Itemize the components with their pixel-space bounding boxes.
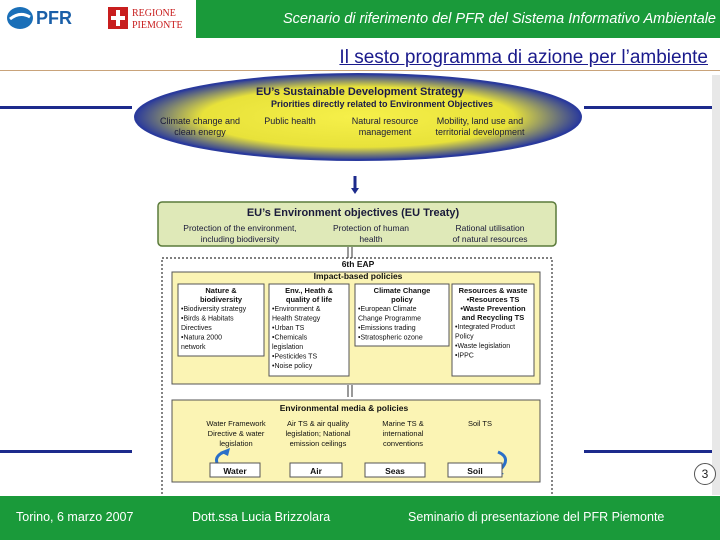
media-item-text: Air TS & air quality	[287, 419, 349, 428]
cycle-label: Air	[310, 466, 322, 476]
strategy-item-text: Mobility, land use and	[436, 116, 524, 126]
eap-column-title: Env., Heath &	[285, 286, 333, 295]
media-item-text: Directive & water	[207, 429, 265, 438]
eap-column-title: •Waste Prevention	[460, 304, 526, 313]
cycle-label: Soil	[467, 466, 483, 476]
strategy-item-text: management	[358, 127, 412, 137]
pfr-logo-text: PFR	[36, 8, 72, 28]
objectives-eap-connector	[348, 247, 352, 258]
eap-column-title: Resources & waste	[458, 286, 528, 295]
media-item-text: legislation; National	[285, 429, 351, 438]
footer-date: Torino, 6 marzo 2007	[16, 510, 134, 524]
eap-column-line: •Pesticides TS	[272, 353, 318, 361]
eap-column-line: •Environment &	[272, 306, 321, 313]
eap-column-title: biodiversity	[199, 295, 243, 304]
footer	[0, 496, 720, 540]
media-item-text: legislation	[219, 439, 253, 448]
impact-media-connector	[348, 385, 352, 397]
eap-column-title: •Resources TS	[466, 295, 520, 304]
strategy-item-text: Public health	[264, 116, 316, 126]
strategy-title: EU’s Sustainable Development Strategy	[255, 86, 465, 98]
eap-column-line: legislation	[272, 344, 304, 351]
eap-column-line: •Birds & Habitats	[181, 315, 234, 323]
eap-column-line: •European Climate	[358, 306, 417, 313]
eap-column-line: •Urban TS	[272, 325, 305, 332]
eap-column-title: policy	[391, 295, 413, 304]
objective-item-text: Protection of the environment,	[183, 223, 297, 233]
media-item-text: emission ceilings	[289, 439, 347, 448]
eap-column-title: Nature &	[205, 286, 237, 295]
eap-column-line: •Chemicals	[272, 334, 308, 342]
eap-column-line: •Stratospheric ozone	[358, 334, 423, 342]
eap-column-line: •Natura 2000	[181, 334, 222, 342]
objective-item-text: including biodiversity	[200, 234, 280, 244]
slide-title: Il sesto programma di azione per l’ambiente	[339, 47, 708, 68]
eap-column-line: Policy	[455, 333, 474, 341]
eap-column-line: •Noise policy	[272, 363, 313, 370]
cycle-label: Seas	[385, 466, 405, 476]
eap-column-line: Directives	[181, 325, 212, 332]
eap-label: 6th EAP	[341, 259, 375, 269]
objective-item-text: Protection of human	[332, 223, 410, 233]
objective-item-text: of natural resources	[452, 234, 528, 244]
media-item-text: Water Framework	[206, 419, 266, 428]
eap-column-line: •Waste legislation	[455, 343, 511, 350]
media-item-text: Soil TS	[467, 419, 493, 428]
eap-column-line: •Integrated Product	[455, 324, 516, 331]
eap-column-line: •Biodiversity strategy	[181, 306, 247, 313]
media-item-text: international	[382, 429, 424, 438]
objective-item-text: Rational utilisation	[455, 223, 525, 233]
media-title: Environmental media & policies	[279, 403, 409, 413]
page-number: 3	[694, 463, 716, 485]
regione-logo-line2: PIEMONTE	[132, 20, 183, 31]
strategy-item-text: clean energy	[174, 127, 226, 137]
header-title: Scenario di riferimento del PFR del Sistema Informativo Ambientale	[282, 11, 716, 27]
objective-item-text: health	[359, 234, 383, 244]
eap-column-line: Health Strategy	[272, 315, 321, 323]
regione-logo-line1: REGIONE	[132, 8, 176, 19]
footer-author: Dott.ssa Lucia Brizzolara	[192, 510, 331, 524]
eap-column-line: network	[181, 344, 206, 351]
eap-column-line: •IPPC	[455, 352, 474, 360]
footer-event: Seminario di presentazione del PFR Piemonte	[408, 510, 665, 524]
strategy-arrow-head	[351, 188, 359, 194]
media-item-text: conventions	[382, 439, 424, 448]
cycle-label: Water	[223, 466, 247, 476]
strategy-item-text: Natural resource	[351, 116, 419, 126]
impact-label: Impact-based policies	[313, 271, 403, 281]
strategy-item-text: Climate change and	[159, 116, 241, 126]
eap-column-line: Change Programme	[358, 315, 422, 323]
eap-column-title: Climate Change	[373, 286, 431, 295]
eap-column-title: quality of life	[285, 295, 333, 304]
strategy-item-text: territorial development	[435, 127, 525, 137]
eap-column-line: •Emissions trading	[358, 325, 416, 332]
objectives-title: EU’s Environment objectives (EU Treaty)	[246, 207, 460, 219]
media-item-text: Marine TS &	[382, 419, 424, 428]
strategy-subtitle: Priorities directly related to Environment Objectives	[270, 99, 494, 109]
eap-column-title: and Recycling TS	[461, 313, 525, 322]
